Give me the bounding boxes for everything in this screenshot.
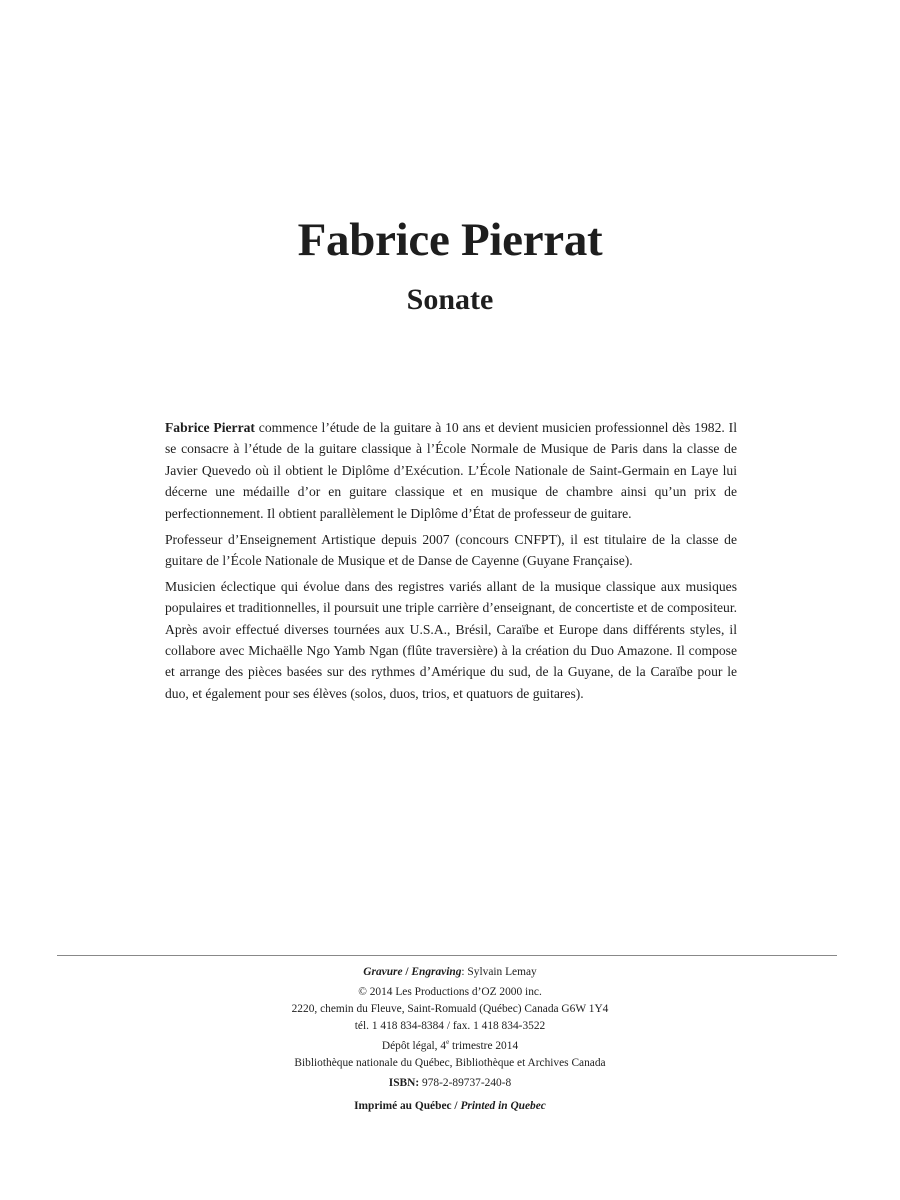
library-deposit: Bibliothèque nationale du Québec, Bibliothèque et Archives Canada [294, 1057, 606, 1069]
engraving-label-fr: Gravure [363, 966, 403, 978]
isbn-value: 978-2-89737-240-8 [419, 1077, 512, 1089]
work-title: Sonate [406, 283, 494, 316]
legal-deposit: Dépôt légal, 4e trimestre 2014 [381, 1038, 519, 1052]
composer-biography [165, 417, 737, 709]
bio-paragraph-2: Professeur d’Enseignement Artistique depuis 2007 (concours CNFPT), il est titulaire de la classe de guitare de l’École Nationale de Musique et de Danse de Cayenne (Guyane Française). [165, 531, 737, 568]
printed-in: Imprimé au Québec / Printed in Quebec [354, 1100, 546, 1112]
bio-paragraph-3: Musicien éclectique qui évolue dans des registres variés allant de la musique classique aux musiques populaires et traditionnelles, il poursuit une triple carrière d’enseignant, de concertiste et de compositeur. Après avoir effectué diverses tournées aux U.S.A., Brésil, Caraïbe et Europe dans différents styles, il collabore avec Michaëlle Ngo Yamb Ngan (flûte traversière) à la création du Duo Amazone. Il compose et arrange des pièces basées sur des rythmes d’Amérique du sud, de la Guyane, de la Caraïbe pour le duo, et également pour ses élèves (solos, duos, trios, et quatuors de guitares). [165, 578, 737, 701]
bio-paragraph-1-text: commence l’étude de la guitare à 10 ans et devient musicien professionnel dès 1982. Il se consacre à l’étude de la guitare classique à l’École Normale de Musique de Paris dans la classe de Javier Quevedo où il obtient le Diplôme d’Exécution. L’École Nationale de Saint-Germain en Laye lui décerne une médaille d’or en guitare classique et en musique de chambre ainsi qu’un prix de perfectionnement. Il obtient parallèlement le Diplôme d’État de professeur de guitare. [165, 420, 737, 521]
footer-divider [57, 955, 837, 956]
publisher-phone: tél. 1 418 834-8384 / fax. 1 418 834-3522 [354, 1020, 546, 1032]
engraver-name: Sylvain Lemay [464, 966, 537, 978]
engraving-label-en: Engraving [411, 966, 462, 978]
isbn-label: ISBN: [388, 1077, 420, 1089]
bio-paragraph-1 [165, 417, 737, 524]
bio-name: Fabrice Pierrat [165, 420, 255, 435]
publication-credits [0, 964, 900, 1115]
publisher-address: 2220, chemin du Fleuve, Saint-Romuald (Québec) Canada G6W 1Y4 [291, 1003, 609, 1015]
copyright-line: © 2014 Les Productions d’OZ 2000 inc. [358, 986, 542, 998]
engraving-credit: Gravure / Engraving: Sylvain Lemay [363, 966, 537, 978]
isbn-line [0, 1075, 900, 1092]
composer-name: Fabrice Pierrat [297, 214, 603, 266]
